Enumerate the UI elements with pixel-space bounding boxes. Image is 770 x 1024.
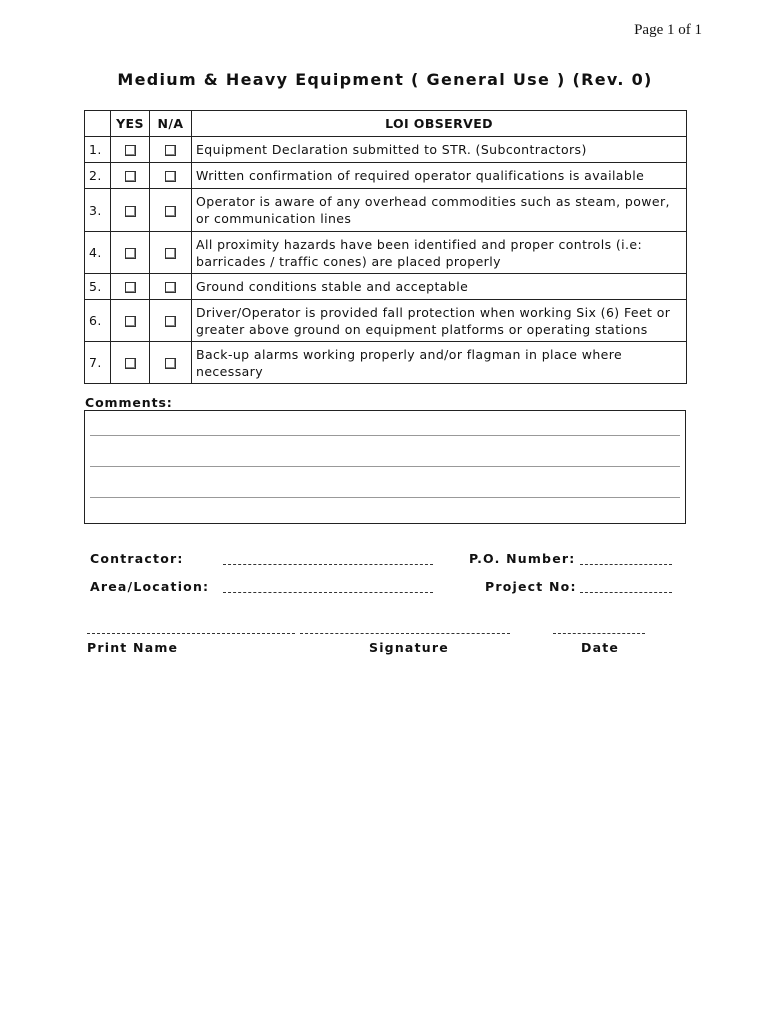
yes-checkbox-cell[interactable] <box>111 163 150 189</box>
row-text: Ground conditions stable and acceptable <box>192 274 687 300</box>
comments-box[interactable] <box>84 410 686 524</box>
contractor-field[interactable] <box>223 564 433 565</box>
row-number: 1. <box>85 137 111 163</box>
yes-checkbox[interactable] <box>125 206 136 217</box>
row-number: 6. <box>85 300 111 342</box>
header-loi-observed: LOI OBSERVED <box>192 111 687 137</box>
na-checkbox-cell[interactable] <box>150 342 192 384</box>
na-checkbox-cell[interactable] <box>150 300 192 342</box>
yes-checkbox-cell[interactable] <box>111 137 150 163</box>
project-no-field[interactable] <box>580 592 672 593</box>
date-field[interactable] <box>553 633 645 634</box>
na-checkbox-cell[interactable] <box>150 163 192 189</box>
yes-checkbox[interactable] <box>125 171 136 182</box>
yes-checkbox[interactable] <box>125 145 136 156</box>
header-na: N/A <box>150 111 192 137</box>
comment-line[interactable] <box>90 497 680 498</box>
row-number: 7. <box>85 342 111 384</box>
yes-checkbox-cell[interactable] <box>111 342 150 384</box>
yes-checkbox-cell[interactable] <box>111 274 150 300</box>
na-checkbox-cell[interactable] <box>150 189 192 232</box>
yes-checkbox[interactable] <box>125 316 136 327</box>
row-number: 2. <box>85 163 111 189</box>
na-checkbox[interactable] <box>165 145 176 156</box>
row-number: 3. <box>85 189 111 232</box>
na-checkbox[interactable] <box>165 248 176 259</box>
po-number-field[interactable] <box>580 564 672 565</box>
contractor-label: Contractor: <box>90 551 184 566</box>
na-checkbox-cell[interactable] <box>150 137 192 163</box>
form-title: Medium & Heavy Equipment ( General Use ) (Rev. 0) <box>117 70 653 89</box>
table-row <box>85 232 687 274</box>
row-number: 4. <box>85 232 111 274</box>
comment-line[interactable] <box>90 466 680 467</box>
na-checkbox[interactable] <box>165 316 176 327</box>
table-row <box>85 163 687 189</box>
table-header-row <box>85 111 687 137</box>
yes-checkbox-cell[interactable] <box>111 300 150 342</box>
table-row <box>85 342 687 384</box>
row-text: Back-up alarms working properly and/or flagman in place where necessary <box>192 342 687 384</box>
yes-checkbox[interactable] <box>125 248 136 259</box>
yes-checkbox[interactable] <box>125 358 136 369</box>
signature-field[interactable] <box>300 633 510 634</box>
yes-checkbox[interactable] <box>125 282 136 293</box>
print-name-field[interactable] <box>87 633 295 634</box>
na-checkbox-cell[interactable] <box>150 274 192 300</box>
area-location-field[interactable] <box>223 592 433 593</box>
row-number: 5. <box>85 274 111 300</box>
header-blank-cell <box>85 111 111 137</box>
project-no-label: Project No: <box>485 579 577 594</box>
row-text: Equipment Declaration submitted to STR. (Subcontractors) <box>192 137 687 163</box>
na-checkbox-cell[interactable] <box>150 232 192 274</box>
yes-checkbox-cell[interactable] <box>111 232 150 274</box>
page-number: Page 1 of 1 <box>634 22 702 38</box>
row-text: Written confirmation of required operator qualifications is available <box>192 163 687 189</box>
table-row <box>85 300 687 342</box>
row-text: Operator is aware of any overhead commodities such as steam, power, or communication lines <box>192 189 687 232</box>
na-checkbox[interactable] <box>165 358 176 369</box>
table-row <box>85 189 687 232</box>
na-checkbox[interactable] <box>165 282 176 293</box>
header-yes: YES <box>111 111 150 137</box>
comments-label: Comments: <box>85 395 173 410</box>
po-number-label: P.O. Number: <box>469 551 576 566</box>
checklist-table <box>84 110 687 384</box>
row-text: All proximity hazards have been identified and proper controls (i.e: barricades / traffic cones) are placed properly <box>192 232 687 274</box>
na-checkbox[interactable] <box>165 171 176 182</box>
yes-checkbox-cell[interactable] <box>111 189 150 232</box>
date-label: Date <box>581 640 620 655</box>
print-name-label: Print Name <box>87 640 179 655</box>
na-checkbox[interactable] <box>165 206 176 217</box>
table-row <box>85 274 687 300</box>
comment-line[interactable] <box>90 435 680 436</box>
row-text: Driver/Operator is provided fall protection when working Six (6) Feet or greater above ground on equipment platforms or operating stations <box>192 300 687 342</box>
signature-label: Signature <box>369 640 449 655</box>
area-location-label: Area/Location: <box>90 579 210 594</box>
table-row <box>85 137 687 163</box>
